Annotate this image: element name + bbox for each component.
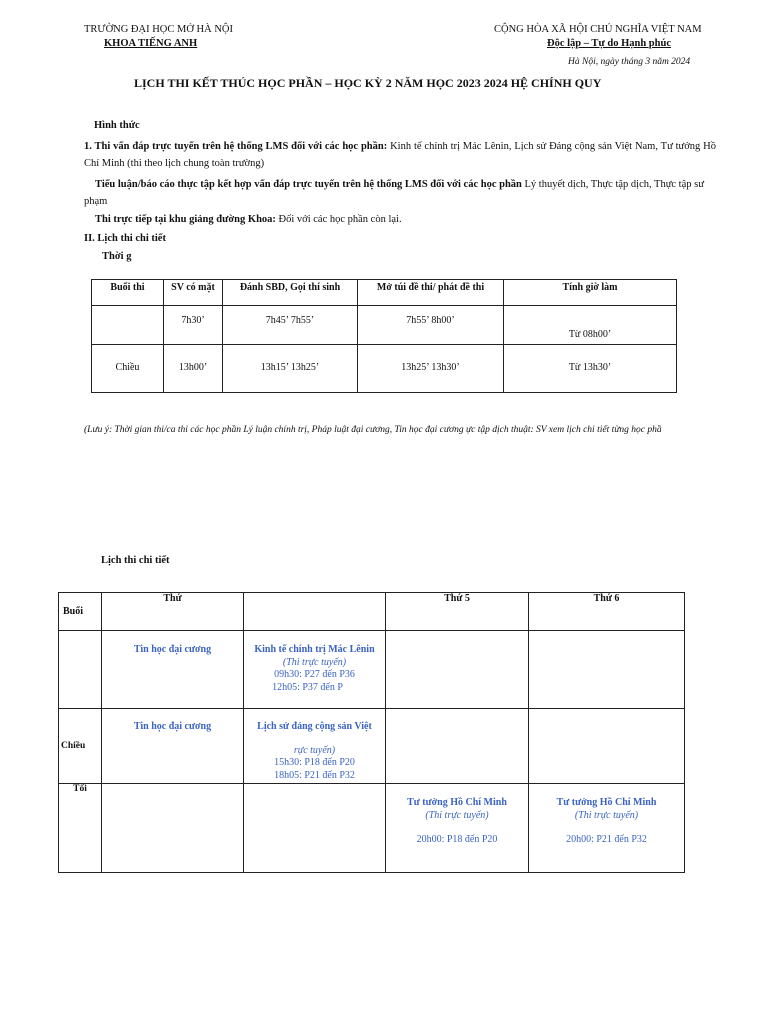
- time-table-header: Buổi thi: [92, 280, 164, 306]
- schedule-header: [244, 593, 386, 631]
- course-mode: (Thi trực tuyến): [282, 656, 347, 668]
- course-title: Lịch sử đảng cộng sản Việt: [257, 721, 372, 732]
- schedule-cell: [244, 709, 386, 784]
- schedule-header: Thứ 6: [529, 593, 685, 631]
- schedule-row-morning: [59, 631, 685, 709]
- document-date: Hà Nội, ngày tháng 3 năm 2024: [568, 57, 691, 67]
- schedule-row-label: Chiều: [59, 709, 102, 784]
- schedule-cell: [244, 631, 386, 709]
- schedule-header: Thứ: [102, 593, 244, 631]
- time-table-cell: Chiều: [92, 345, 164, 393]
- schedule-row-afternoon: [59, 709, 685, 784]
- time-table-cell: 13h15’ 13h25’: [223, 345, 358, 393]
- page-title: LỊCH THI KẾT THÚC HỌC PHẦN – HỌC KỲ 2 NĂM HỌC 2023 2024 HỆ CHÍNH QUY: [134, 76, 602, 90]
- detailed-schedule-table: [58, 592, 685, 873]
- course-title: Kinh tế chính trị Mác Lênin: [254, 644, 375, 655]
- schedule-cell: [529, 709, 685, 784]
- time-table-cell: 7h55’ 8h00’: [358, 306, 504, 345]
- schedule-note: (Lưu ý: Thời gian thi/ca thi các học phần Lý luận chính trị, Pháp luật đại cương, Tin học đại cương ực tập dịch thuật: SV xem lịch chi tiết từng học phầ: [84, 425, 662, 435]
- course-title: Tin học đại cương: [133, 644, 212, 655]
- time-table-cell: 7h30’: [164, 306, 223, 345]
- course-title: Tư tưởng Hồ Chí Minh: [556, 797, 657, 808]
- time-table-header: Mở túi đề thi/ phát đề thi: [358, 280, 504, 306]
- course-session: 20h00: P21 đến P32: [566, 834, 647, 845]
- exam-form-item-3-text: Đối với các học phần còn lại.: [275, 214, 402, 225]
- course-mode: (Thi trực tuyến): [425, 810, 489, 821]
- schedule-cell: [529, 631, 685, 709]
- schedule-header: Thứ 5: [386, 593, 529, 631]
- exam-form-item-3-lead: Thi trực tiếp tại khu giảng đường Khoa:: [95, 214, 276, 225]
- course-title: Tin học đại cương: [133, 721, 212, 732]
- schedule-cell: [386, 784, 529, 873]
- course-mode: rực tuyến): [293, 744, 336, 756]
- course-mode: (Thi trực tuyến): [574, 810, 639, 821]
- time-table-header: Tính giờ làm: [504, 280, 677, 306]
- time-table-cell: [92, 306, 164, 345]
- faculty-name: KHOA TIẾNG ANH: [104, 38, 198, 49]
- time-table-row-morning: [92, 306, 677, 345]
- course-title: Tư tưởng Hồ Chí Minh: [407, 797, 507, 808]
- exam-form-item-1-lead: 1. Thi vấn đáp trực tuyến trên hệ thống LMS đối với các học phần:: [84, 141, 388, 152]
- schedule-cell: [386, 709, 529, 784]
- section-2-heading: II. Lịch thi chi tiết: [84, 233, 166, 244]
- schedule-cell: [102, 709, 244, 784]
- national-motto-line2: Độc lập – Tự do Hạnh phúc: [547, 38, 671, 49]
- schedule-row-label: Tối: [59, 784, 102, 873]
- time-table-header: SV có mặt: [164, 280, 223, 306]
- time-table-row-afternoon: [92, 345, 677, 393]
- course-session: 09h30: P27 đến P36: [274, 669, 355, 680]
- form-heading: Hình thức: [94, 120, 140, 131]
- course-session: 20h00: P18 đến P20: [416, 834, 498, 845]
- exam-form-item-2-text: Lý thuyết dịch, Thực tập dịch, Thực tập sư phạm: [84, 179, 704, 207]
- exam-form-item-2: [84, 176, 716, 210]
- schedule-header: Buổi: [59, 593, 102, 631]
- course-session: 15h30: P18 đến P20: [274, 757, 355, 768]
- university-name: TRƯỜNG ĐẠI HỌC MỞ HÀ NỘI: [84, 24, 234, 35]
- schedule-cell: [244, 784, 386, 873]
- time-table-header: Đánh SBD, Gọi thí sinh: [223, 280, 358, 306]
- schedule-cell: [386, 631, 529, 709]
- exam-time-table: [91, 279, 677, 393]
- exam-form-item-1: [84, 138, 716, 172]
- time-table-cell: Từ 08h00’: [504, 306, 677, 345]
- time-table-cell: 13h00’: [164, 345, 223, 393]
- schedule-cell: [102, 631, 244, 709]
- national-motto-line1: CỘNG HÒA XÃ HỘI CHỦ NGHĨA VIỆT NAM: [494, 24, 702, 35]
- schedule-row-label: [59, 631, 102, 709]
- time-table-cell: 13h25’ 13h30’: [358, 345, 504, 393]
- course-session: 12h05: P37 đến P: [272, 681, 343, 693]
- schedule-cell: [529, 784, 685, 873]
- time-table-cell: 7h45’ 7h55’: [223, 306, 358, 345]
- exam-form-item-2-lead: Tiểu luận/báo cáo thực tập kết hợp vấn đáp trực tuyến trên hệ thống LMS đối với các học phần: [95, 179, 522, 190]
- time-table-header-row: [92, 280, 677, 306]
- exam-form-item-3: [95, 214, 402, 225]
- time-table-cell: Từ 13h30’: [504, 345, 677, 393]
- schedule-row-evening: [59, 784, 685, 873]
- schedule-header-row: [59, 593, 685, 631]
- detail-schedule-heading: Lịch thi chi tiết: [101, 555, 170, 566]
- schedule-cell: [102, 784, 244, 873]
- course-session: 18h05: P21 đến P32: [274, 769, 355, 781]
- time-subheading: Thời g: [102, 251, 132, 262]
- exam-form-item-1-text: Kinh tế chính trị Mác Lênin, Lịch sử Đảng cộng sản Việt Nam, Tư tưởng Hồ Chí Minh (thi theo lịch chung toàn trường): [84, 141, 716, 169]
